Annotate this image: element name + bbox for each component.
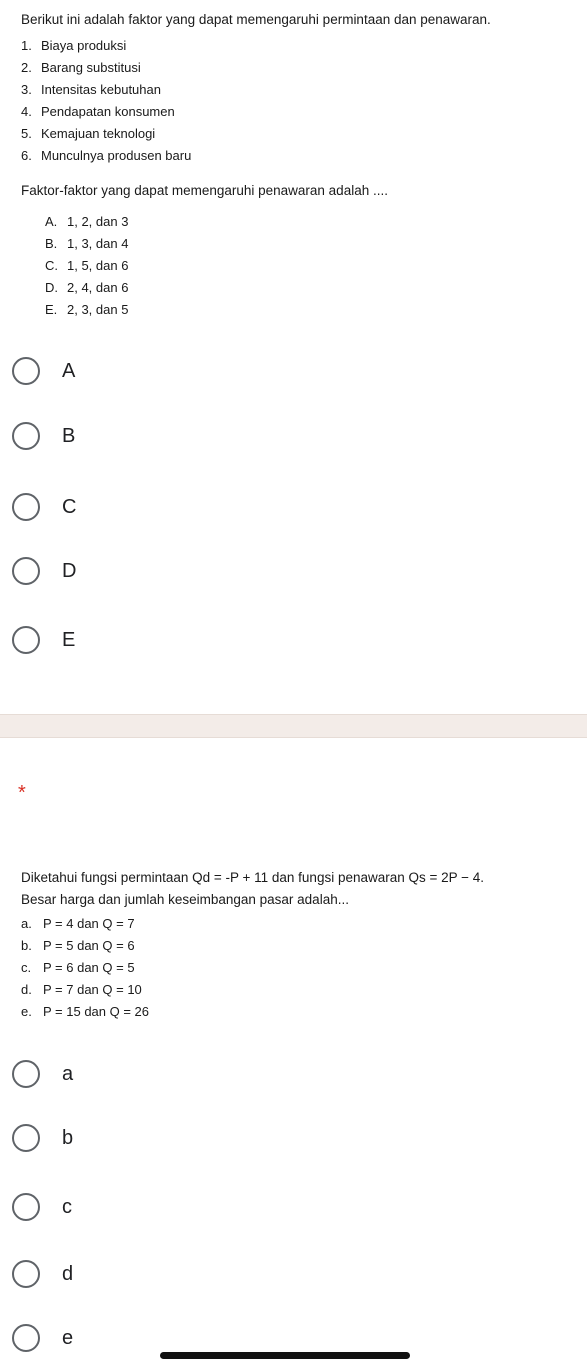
radio-option-label: c [62, 1195, 72, 1218]
radio-option-e-lower[interactable] [12, 1318, 73, 1358]
choice-item: a. P = 4 dan Q = 7 [21, 916, 135, 931]
choice-item: A. 1, 2, dan 3 [45, 214, 129, 229]
radio-option-label: D [62, 559, 77, 582]
choice-item: b. P = 5 dan Q = 6 [21, 938, 135, 953]
radio-option-a-lower[interactable] [12, 1054, 73, 1094]
radio-option-label: B [62, 424, 76, 447]
radio-option-e[interactable] [12, 620, 75, 660]
radio-option-b[interactable] [12, 416, 75, 456]
radio-circle-icon[interactable] [12, 1124, 40, 1152]
radio-circle-icon[interactable] [12, 422, 40, 450]
radio-option-label: A [62, 359, 76, 382]
factor-item: 5. Kemajuan teknologi [21, 126, 156, 141]
factor-item: 2. Barang substitusi [21, 60, 141, 75]
choice-item: d. P = 7 dan Q = 10 [21, 982, 142, 997]
radio-circle-icon[interactable] [12, 1193, 40, 1221]
radio-option-c-lower[interactable] [12, 1187, 72, 1227]
radio-option-a[interactable] [12, 351, 75, 391]
home-indicator[interactable] [160, 1352, 410, 1359]
radio-option-label: b [62, 1126, 74, 1149]
radio-circle-icon[interactable] [12, 357, 40, 385]
choice-item: e. P = 15 dan Q = 26 [21, 1004, 150, 1019]
radio-circle-icon[interactable] [12, 1324, 40, 1352]
question-2-line-2: Besar harga dan jumlah keseimbangan pasar adalah... [21, 892, 349, 907]
radio-option-label: C [62, 495, 77, 518]
radio-option-label: e [62, 1326, 74, 1349]
choice-item: B. 1, 3, dan 4 [45, 236, 129, 251]
radio-circle-icon[interactable] [12, 557, 40, 585]
section-divider [0, 714, 587, 738]
radio-option-d-lower[interactable] [12, 1254, 73, 1294]
choice-item: C. 1, 5, dan 6 [45, 258, 129, 273]
required-marker: * [18, 782, 26, 804]
question-1-intro: Berikut ini adalah faktor yang dapat memengaruhi permintaan dan penawaran. [21, 12, 491, 27]
question-2-line-1: Diketahui fungsi permintaan Qd = -P + 11 dan fungsi penawaran Qs = 2P − 4. [21, 870, 485, 885]
factor-item: 3. Intensitas kebutuhan [21, 82, 161, 97]
radio-option-c[interactable] [12, 487, 76, 527]
factor-item: 1. Biaya produksi [21, 38, 127, 53]
radio-option-d[interactable] [12, 551, 76, 591]
radio-circle-icon[interactable] [12, 493, 40, 521]
radio-option-label: a [62, 1062, 74, 1085]
choice-item: E. 2, 3, dan 5 [45, 302, 129, 317]
radio-circle-icon[interactable] [12, 1060, 40, 1088]
radio-option-b-lower[interactable] [12, 1118, 73, 1158]
radio-option-label: d [62, 1262, 74, 1285]
radio-circle-icon[interactable] [12, 626, 40, 654]
radio-circle-icon[interactable] [12, 1260, 40, 1288]
question-1-image [0, 0, 587, 330]
question-2-image [0, 860, 587, 1030]
choice-item: c. P = 6 dan Q = 5 [21, 960, 135, 975]
radio-option-label: E [62, 628, 76, 651]
factor-item: 4. Pendapatan konsumen [21, 104, 175, 119]
question-1-text: Faktor-faktor yang dapat memengaruhi penawaran adalah .... [21, 183, 388, 198]
choice-item: D. 2, 4, dan 6 [45, 280, 129, 295]
factor-item: 6. Munculnya produsen baru [21, 148, 192, 163]
